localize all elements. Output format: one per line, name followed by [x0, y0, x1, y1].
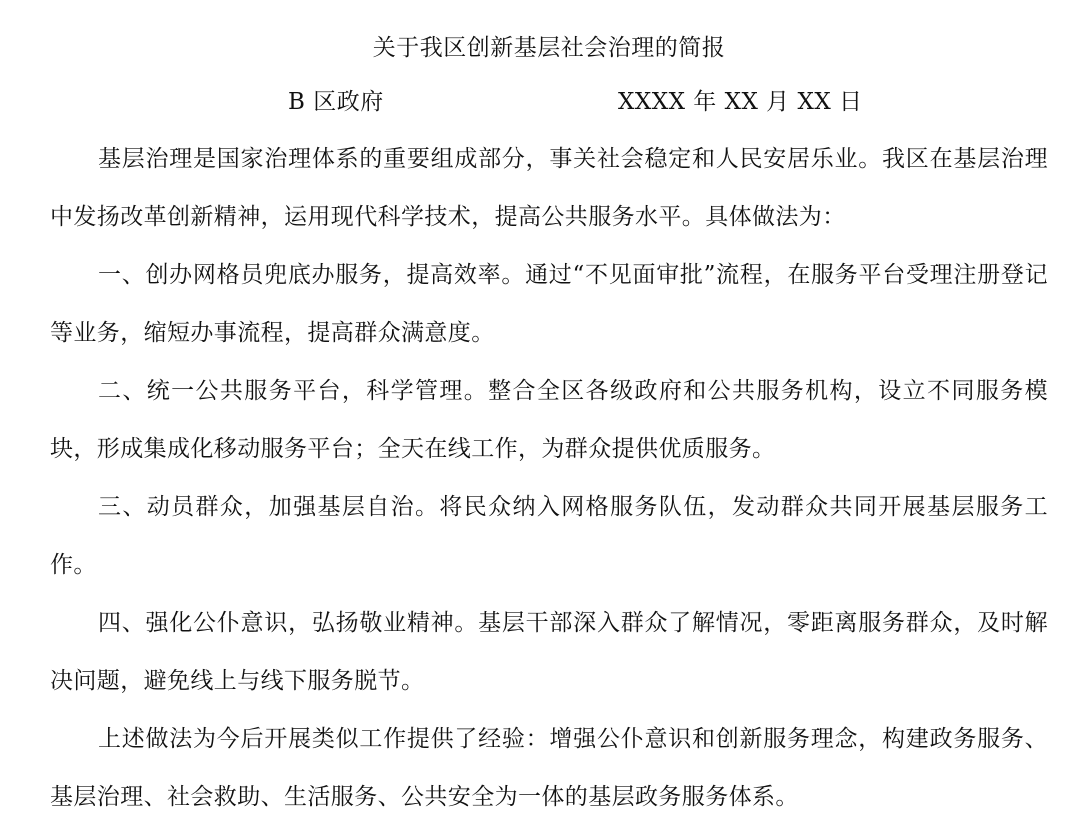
paragraph-intro: 基层治理是国家治理体系的重要组成部分，事关社会稳定和人民安居乐业。我区在基层治理中发扬改革创新精神，运用现代科学技术，提高公共服务水平。具体做法为：: [50, 146, 1048, 230]
paragraph-item-4: 四、强化公仆意识，弘扬敬业精神。基层干部深入群众了解情况，零距离服务群众，及时解决问题，避免线上与线下服务脱节。: [50, 610, 1048, 694]
paragraph-item-2: 二、统一公共服务平台，科学管理。整合全区各级政府和公共服务机构，设立不同服务模块，形成集成化移动服务平台；全天在线工作，为群众提供优质服务。: [50, 378, 1048, 462]
paragraph-conclusion: 上述做法为今后开展类似工作提供了经验：增强公仆意识和创新服务理念，构建政务服务、基层治理、社会救助、生活服务、公共安全为一体的基层政务服务体系。: [50, 726, 1048, 810]
document-date: XXXX 年 XX 月 XX 日: [618, 89, 863, 115]
paragraph-item-3: 三、动员群众，加强基层自治。将民众纳入网格服务队伍，发动群众共同开展基层服务工作。: [50, 494, 1048, 578]
issuer-name: B 区政府: [288, 89, 384, 115]
document-title: 关于我区创新基层社会治理的简报: [372, 35, 726, 61]
document-meta: [50, 82, 1048, 122]
paragraph-item-1: 一、创办网格员兜底办服务，提高效率。通过“不见面审批”流程，在服务平台受理注册登记等业务，缩短办事流程，提高群众满意度。: [50, 262, 1048, 346]
document-body: [50, 130, 1048, 826]
